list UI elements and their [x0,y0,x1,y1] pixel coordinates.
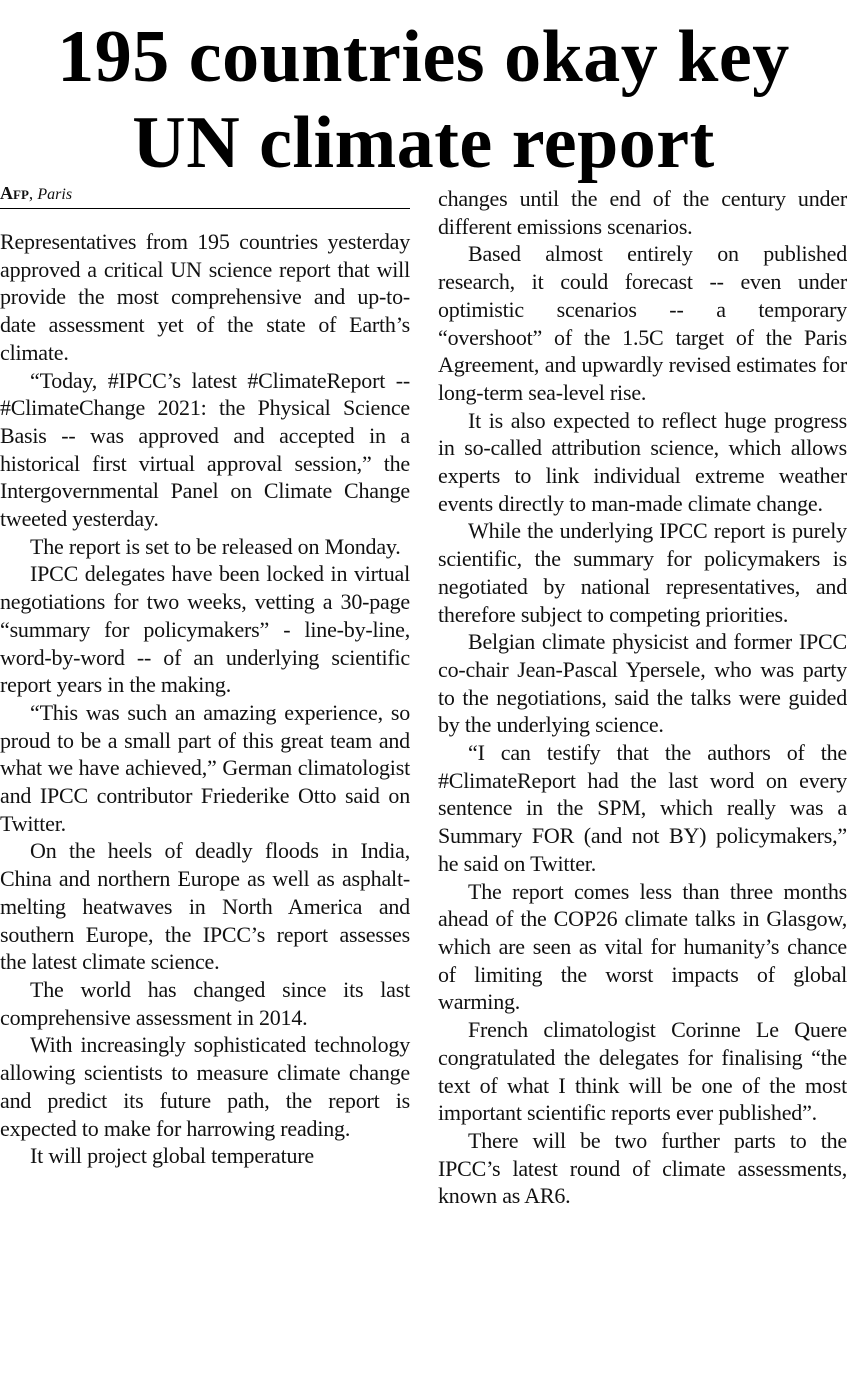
article-paragraph: The world has changed since its last comprehensive assessment in 2014. [0,976,410,1030]
article-paragraph: French climatologist Corinne Le Quere congratulated the delegates for finalising “the text of what I think will be one of the most important scientific reports ever published”. [438,1017,847,1126]
article-paragraph: It will project global temperature [30,1143,314,1169]
article-paragraph: There will be two further parts to the IPCC’s latest round of climate assessments, known as AR6. [438,1127,847,1209]
article-column-right [438,185,847,1210]
headline: 195 countries okay key UN climate report [57,16,790,184]
byline-separator: , [28,184,38,203]
article-paragraph: While the underlying IPCC report is purely scientific, the summary for policymakers is negotiated by national representatives, and therefore subject to competing priorities. [438,518,847,627]
article-paragraph: With increasingly sophisticated technology allowing scientists to measure climate change and predict its future path, the report is expected to make for harrowing reading. [0,1032,410,1141]
article-paragraph: IPCC delegates have been locked in virtual negotiations for two weeks, vetting a 30-page “summary for policymakers” - line-by-line, word-by-word -- of an underlying scientific report years in the making. [0,561,410,698]
article-paragraph: “Today, #IPCC’s latest #ClimateReport -- #ClimateChange 2021: the Physical Science Basis -- was approved and accepted in a historical first virtual approval session,” the Intergovernmental Panel on Climate Change tweeted yesterday. [0,367,410,532]
article-paragraph: The report is set to be released on Monday. [30,533,401,559]
article-paragraph: Belgian climate physicist and former IPCC co-chair Jean-Pascal Ypersele, who was party to the negotiations, said the talks were guided by the underlying science. [438,629,847,738]
article-paragraph: Based almost entirely on published research, it could forecast -- even under optimistic scenarios -- a temporary “overshoot” of the 1.5C target of the Paris Agreement, and upwardly revised estimates for long-term sea-level rise. [438,241,847,405]
article-paragraph: It is also expected to reflect huge progress in so-called attribution science, which allows experts to link individual extreme weather events directly to man-made climate change. [438,407,847,516]
article-paragraph: The report comes less than three months ahead of the COP26 climate talks in Glasgow, which are seen as vital for humanity’s chance of limiting the worst impacts of global warming. [438,878,847,1015]
article-paragraph: “This was such an amazing experience, so proud to be a small part of this great team and what we have achieved,” German climatologist and IPCC contributor Friederike Otto said on Twitter. [0,699,410,836]
article-paragraph: “I can testify that the authors of the #ClimateReport had the last word on every sentence in the SPM, which really was a Summary FOR (and not BY) policymakers,” he said on Twitter. [438,740,847,876]
byline-city: Paris [37,186,73,203]
article-paragraph: changes until the end of the century under different emissions scenarios. [438,186,847,239]
article-paragraph: On the heels of deadly floods in India, China and northern Europe as well as asphalt-melting heatwaves in North America and southern Europe, the IPCC’s report assesses the latest climate science. [0,838,410,975]
byline-agency: Afp [0,183,29,203]
article-paragraph: Representatives from 195 countries yesterday approved a critical UN science report that will provide the most comprehensive and up-to-date assessment yet of the state of Earth’s climate. [0,229,410,365]
byline [0,182,410,209]
article-column-left [0,228,410,1170]
